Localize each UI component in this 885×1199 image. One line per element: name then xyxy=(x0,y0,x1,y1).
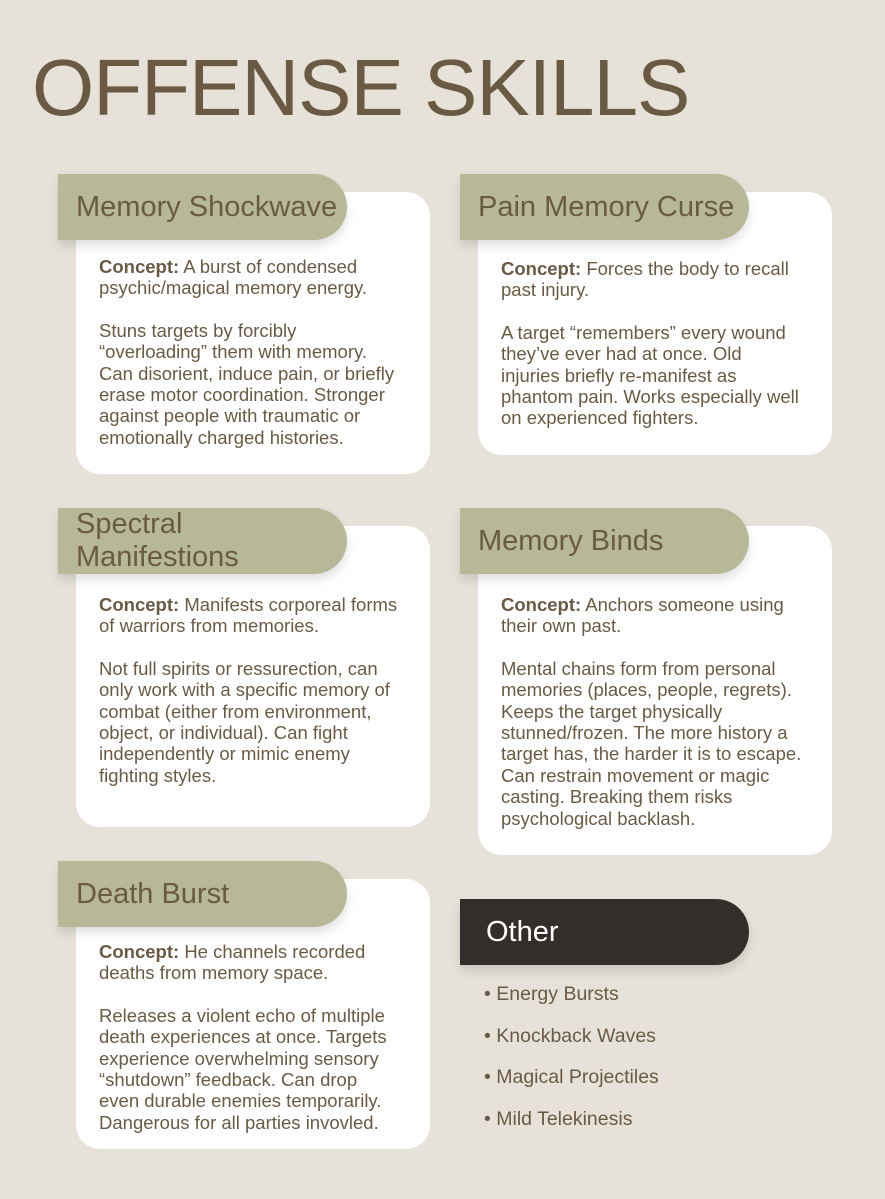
concept-text: Manifests corporeal forms of warriors from memories. xyxy=(99,594,398,637)
skill-concept xyxy=(99,594,399,637)
list-item: • Magical Projectiles xyxy=(484,1066,659,1088)
concept-text: Anchors someone using their own past. xyxy=(501,594,784,637)
skill-text-spectral-manifestions xyxy=(99,594,399,786)
concept-label: Concept: xyxy=(99,594,180,615)
other-tab: Other xyxy=(460,899,749,965)
concept-text: A burst of condensed psychic/magical memory energy. xyxy=(99,256,367,299)
skill-description: Releases a violent echo of multiple death experiences at once. Targets experience overwhelming sensory “shutdown” feedback. Can drop even durable enemies temporarily. Dangerous for all parties invovled. xyxy=(99,1004,387,1133)
skill-concept xyxy=(99,256,399,299)
concept-text: He channels recorded deaths from memory space. xyxy=(99,941,366,984)
list-item: • Energy Bursts xyxy=(484,983,619,1005)
skill-tab-death-burst: Death Burst xyxy=(58,861,347,927)
other-list xyxy=(484,981,659,1147)
skill-tab-spectral-manifestions: Spectral Manifestions xyxy=(58,508,347,574)
concept-text: Forces the body to recall past injury. xyxy=(501,258,789,301)
skill-text-memory-shockwave xyxy=(99,256,399,448)
concept-label: Concept: xyxy=(501,258,582,279)
skill-text-memory-binds xyxy=(501,594,806,829)
skill-text-pain-memory-curse xyxy=(501,258,801,429)
skill-tab-pain-memory-curse: Pain Memory Curse xyxy=(460,174,749,240)
skill-concept xyxy=(501,258,801,301)
page-title: OFFENSE SKILLS xyxy=(32,43,690,132)
skill-concept xyxy=(501,594,806,637)
skill-description: Not full spirits or ressurection, can only work with a specific memory of combat (either from environment, object, or individual). Can fight independently or mimic enemy fighting styles. xyxy=(99,657,390,786)
skill-description: Stuns targets by forcibly “overloading” them with memory. Can disorient, induce pain, or briefly erase motor coordination. Stronger against people with traumatic or emotionally charged histories. xyxy=(99,319,395,448)
list-item: • Knockback Waves xyxy=(484,1024,656,1047)
concept-label: Concept: xyxy=(99,941,180,962)
skill-description: Mental chains form from personal memories (places, people, regrets). Keeps the target physically stunned/frozen. The more history a target has, the harder it is to escape. Can restrain movement or magic casting. Breaking them risks psychological backlash. xyxy=(501,657,802,829)
list-item: • Mild Telekinesis xyxy=(484,1107,633,1130)
concept-label: Concept: xyxy=(501,594,582,615)
skill-tab-memory-binds: Memory Binds xyxy=(460,508,749,574)
skill-description: A target “remembers” every wound they’ve ever had at once. Old injuries briefly re-manifest as phantom pain. Works especially well on experienced fighters. xyxy=(501,321,799,429)
skill-tab-memory-shockwave: Memory Shockwave xyxy=(58,174,347,240)
skill-text-death-burst xyxy=(99,941,399,1133)
skill-concept xyxy=(99,941,399,984)
concept-label: Concept: xyxy=(99,256,180,277)
